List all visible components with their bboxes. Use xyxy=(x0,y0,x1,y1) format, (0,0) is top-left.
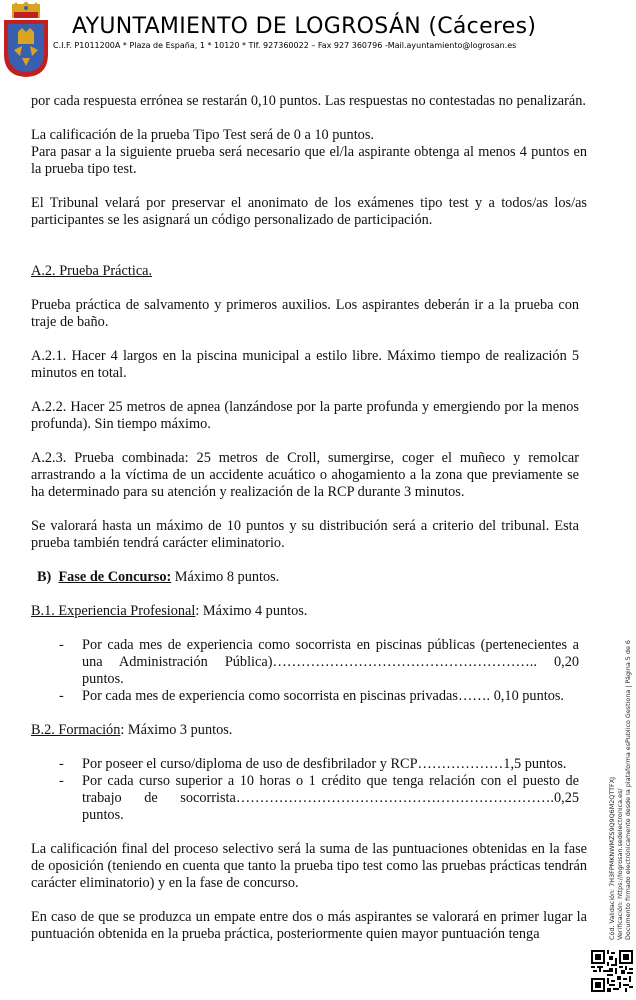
paragraph-tiebreak: En caso de que se produzca un empate entre dos o más aspirantes se valorará en primer lugar la puntuación obtenida en la prueba práctica, posteriormente quien mayor puntuación tenga xyxy=(31,909,587,942)
validation-code: Cód. Validación: 7H3FPMKNWMZS9Q9Q6M2QTTFXJ xyxy=(608,777,616,940)
section-heading-a2: A.2. Prueba Práctica. xyxy=(31,263,153,279)
list-item: - Por cada mes de experiencia como socorrista en piscinas privadas……. 0,10 puntos. xyxy=(59,688,564,704)
paragraph-anonymity: El Tribunal velará por preservar el anonimato de los exámenes tipo test y a todos/as los/as participantes se les asignará un código personalizado de participación. xyxy=(31,195,587,228)
qr-code-icon xyxy=(591,950,633,992)
list-item: - Por cada mes de experiencia como socorrista en piscinas públicas (pertenecientes a una Administración Pública)……………………………………………….. 0,20 puntos. xyxy=(59,637,579,687)
section-heading-b1 xyxy=(31,603,587,620)
section-text-b2: : Máximo 3 puntos. xyxy=(120,722,233,738)
list-dash: - xyxy=(59,756,64,772)
paragraph-a23: A.2.3. Prueba combinada: 25 metros de Croll, sumergirse, coger el muñeco y remolcar arrastrando a la víctima de un accidente acuático o ahogamiento a la zona que previamente se ha determinado para su atención y realización de la RCP durante 3 minutos. xyxy=(31,450,579,500)
list-item: - Por poseer el curso/diploma de uso de desfibrilador y RCP………………1,5 puntos. xyxy=(59,756,567,772)
document-body xyxy=(31,93,587,943)
list-b2 xyxy=(31,756,587,824)
section-heading-b xyxy=(31,569,587,586)
page-title: AYUNTAMIENTO DE LOGROSÁN (Cáceres) xyxy=(72,14,537,39)
section-text-b1: : Máximo 4 puntos. xyxy=(195,603,308,619)
verification-link[interactable]: Verificación: https://logrosan.sedelectronica.es/ xyxy=(616,788,625,940)
section-title-b: Fase de Concurso: xyxy=(58,569,172,585)
paragraph-a2-score: Se valorará hasta un máximo de 10 puntos y su distribución será a criterio del tribunal. Esta prueba también tendrá carácter eliminatorio. xyxy=(31,518,579,551)
section-title-b2: B.2. Formación xyxy=(31,722,121,738)
list-b1 xyxy=(31,637,587,705)
signature-note: Documento firmado electrónicamente desde la plataforma esPublico Gestiona | Página 5 de 6 xyxy=(624,640,633,940)
coat-of-arms-icon xyxy=(2,2,50,78)
list-dash: - xyxy=(59,773,64,789)
list-dash: - xyxy=(59,688,64,704)
page-subtitle: C.I.F. P1011200A * Plaza de España, 1 * 10120 * Tlf. 927360022 – Fax 927 360796 -Mail.ayuntamiento@logrosan.es xyxy=(53,41,517,50)
paragraph-errors: por cada respuesta errónea se restarán 0,10 puntos. Las respuestas no contestadas no penalizarán. xyxy=(31,93,586,109)
paragraph-final-score: La calificación final del proceso selectivo será la suma de las puntuaciones obtenidas en la fase de oposición (teniendo en cuenta que tanto la prueba tipo test como las pruebas prácticas tendrán carácter eliminatorio) y en la fase de concurso. xyxy=(31,841,587,891)
page-header xyxy=(0,0,636,86)
paragraph-a22: A.2.2. Hacer 25 metros de apnea (lanzándose por la parte profunda y emergiendo por la menos profunda). Sin tiempo máximo. xyxy=(31,399,579,432)
paragraph-test-score: La calificación de la prueba Tipo Test será de 0 a 10 puntos. xyxy=(31,127,374,143)
section-title-b1: B.1. Experiencia Profesional xyxy=(31,603,196,619)
paragraph-test-minimum: Para pasar a la siguiente prueba será necesario que el/la aspirante obtenga al menos 4 puntos en la prueba tipo test. xyxy=(31,144,587,177)
list-dash: - xyxy=(59,637,64,653)
section-text-b: Máximo 8 puntos. xyxy=(171,569,280,585)
list-item: - Por cada curso superior a 10 horas o 1 crédito que tenga relación con el puesto de trabajo de socorrista………………………………………………………….0,25 puntos. xyxy=(59,773,579,823)
paragraph-a2-intro: Prueba práctica de salvamento y primeros auxilios. Los aspirantes deberán ir a la prueba con traje de baño. xyxy=(31,297,579,330)
validation-sidebar xyxy=(608,620,633,940)
paragraph-a21: A.2.1. Hacer 4 largos en la piscina municipal a estilo libre. Máximo tiempo de realización 5 minutos en total. xyxy=(31,348,579,381)
section-heading-b2 xyxy=(31,722,587,739)
section-letter-b: B) xyxy=(37,569,52,585)
